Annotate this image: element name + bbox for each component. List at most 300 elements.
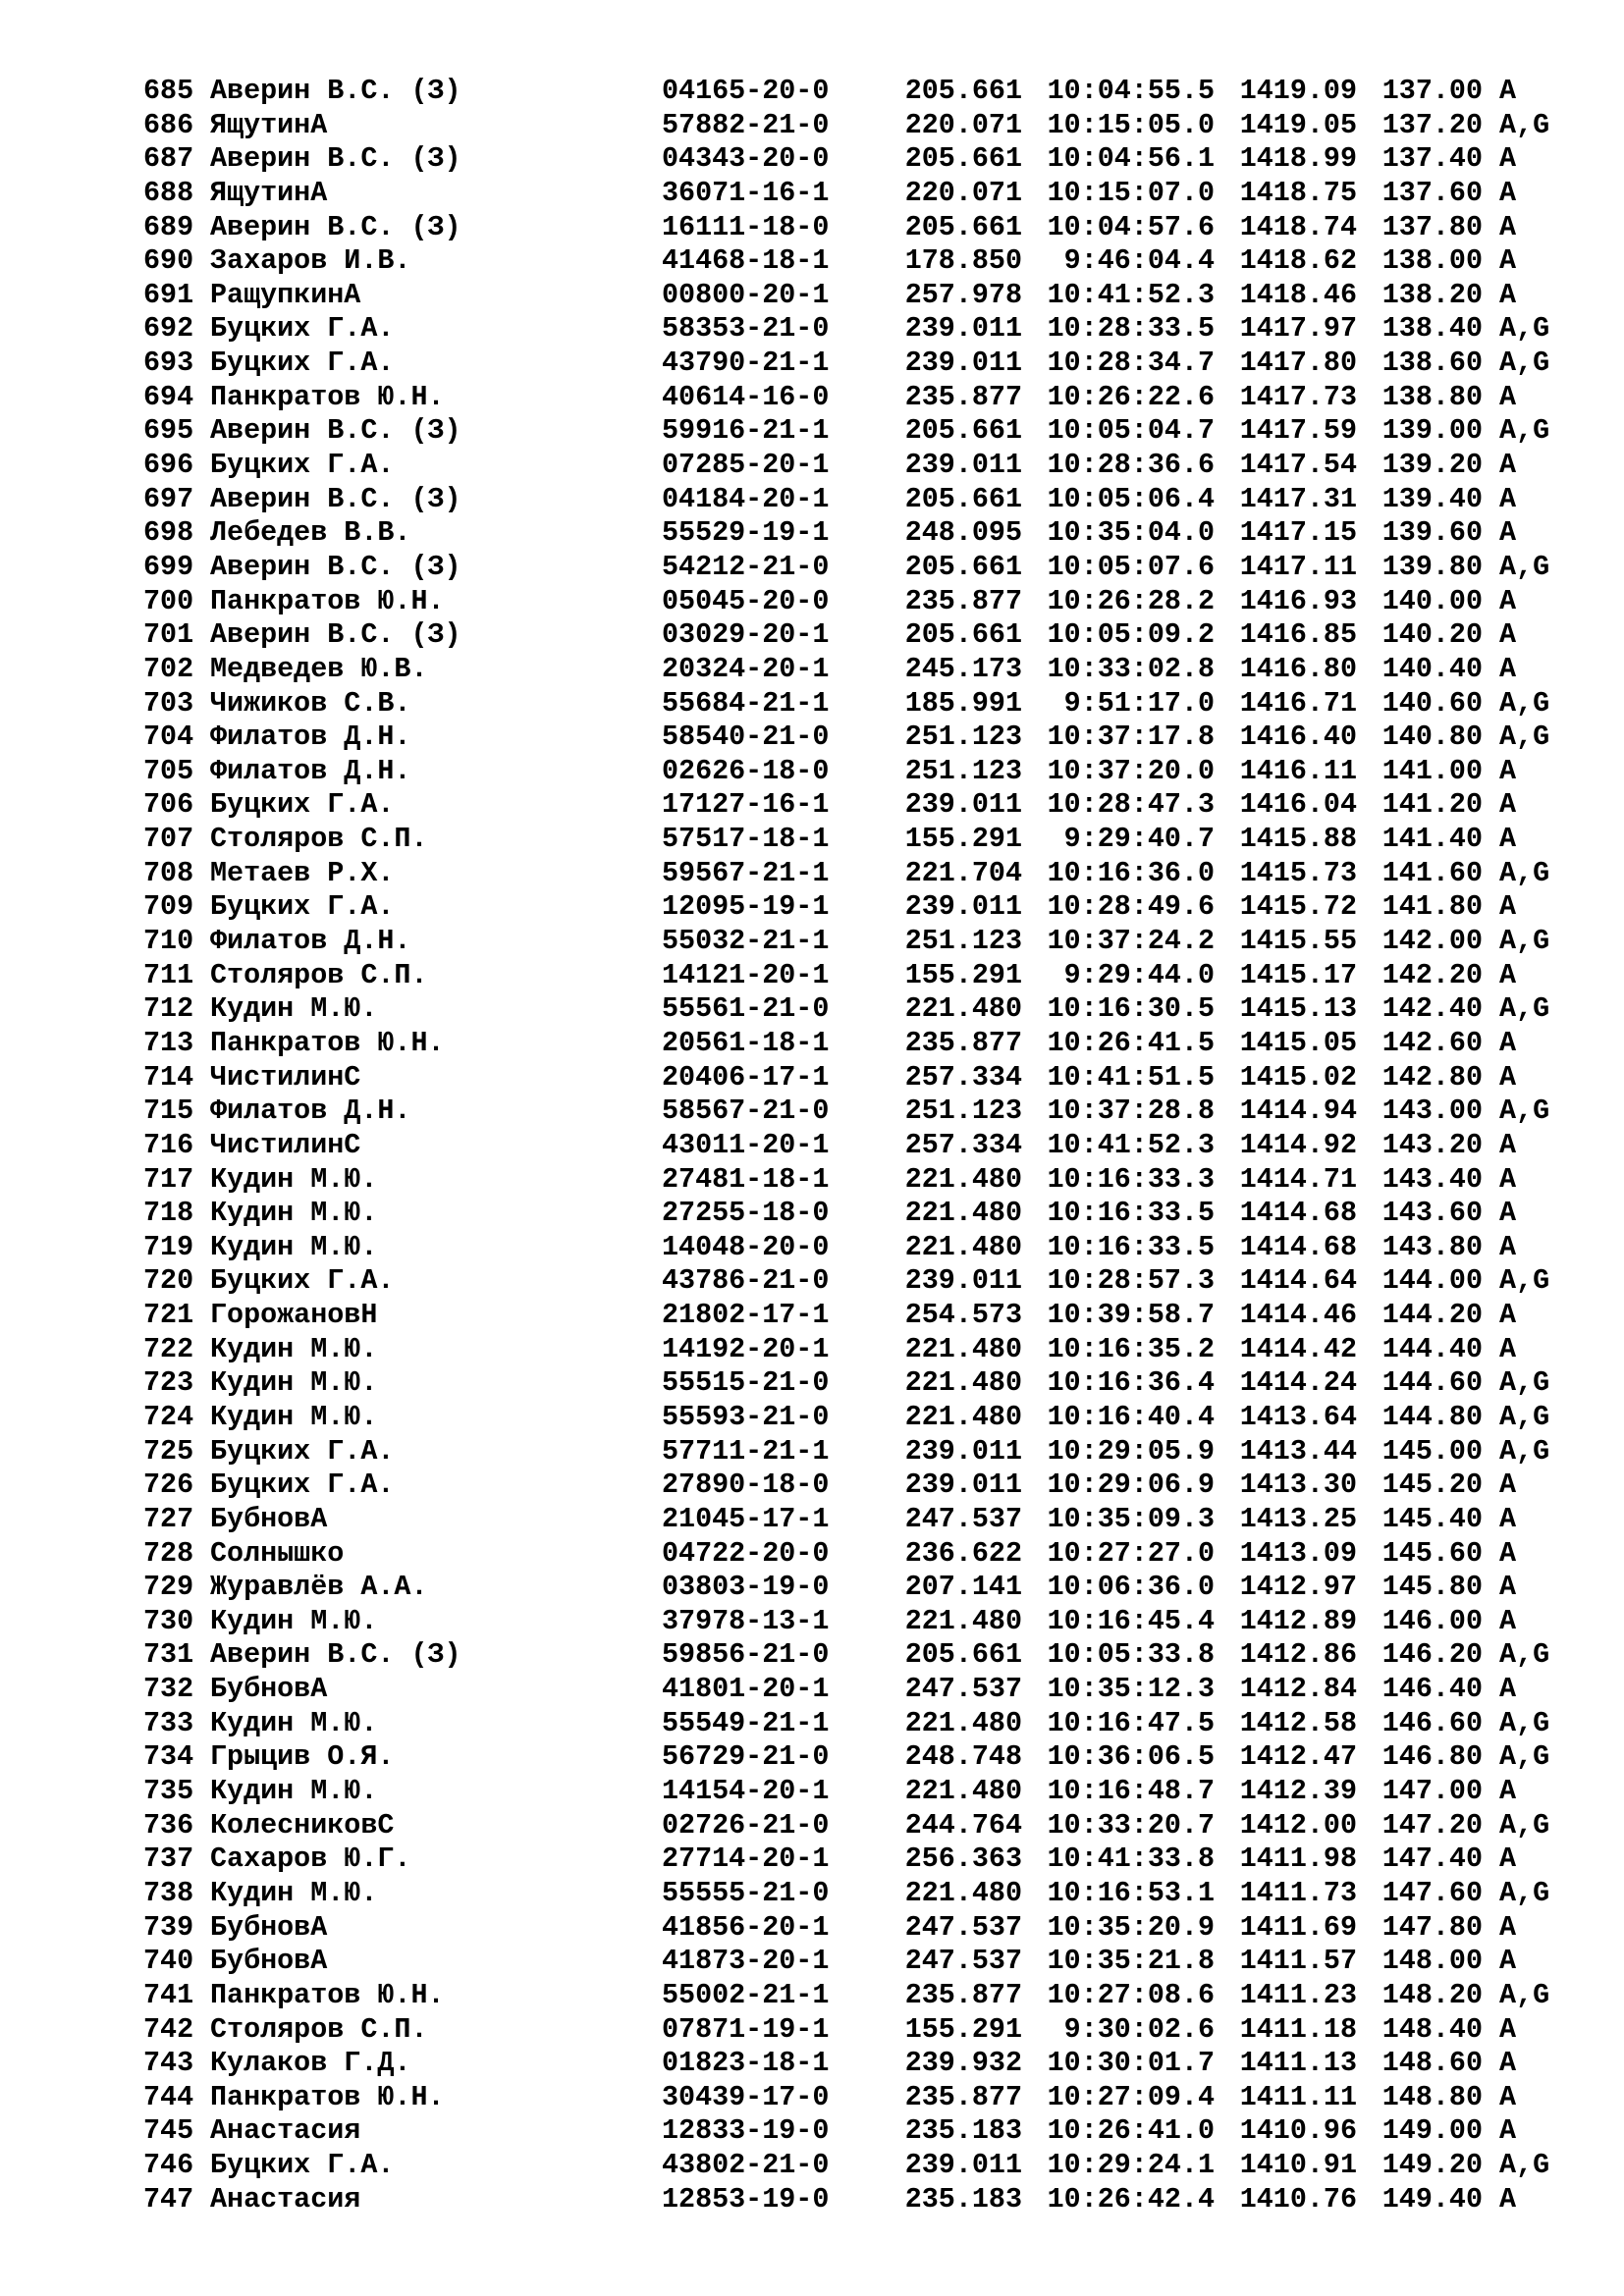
- coefficient-value: 149.40: [1381, 2182, 1483, 2216]
- status-flag: A: [1499, 142, 1517, 176]
- table-row: [143, 1468, 1578, 1503]
- distance-value: 235.877: [904, 1978, 1022, 2011]
- arrival-time: 10:04:56.1: [1047, 142, 1215, 176]
- fancier-name: БубновА: [210, 1910, 328, 1944]
- status-flag: A,G: [1499, 1808, 1550, 1842]
- place-number: 716: [143, 1128, 194, 1161]
- table-row: [143, 551, 1578, 585]
- table-row: [143, 823, 1578, 857]
- table-row: [143, 1264, 1578, 1299]
- place-number: 685: [143, 75, 194, 107]
- ring-number: 55555-21-0: [662, 1876, 830, 1909]
- place-number: 719: [143, 1230, 194, 1263]
- fancier-name: Аверин В.С. (З): [210, 1638, 461, 1672]
- table-row: [143, 1163, 1578, 1198]
- status-flag: A: [1499, 1197, 1517, 1230]
- ring-number: 57711-21-1: [662, 1434, 830, 1468]
- table-row: [143, 1638, 1578, 1673]
- distance-value: 221.480: [904, 1400, 1022, 1433]
- place-number: 730: [143, 1604, 194, 1637]
- coefficient-value: 147.20: [1381, 1808, 1483, 1842]
- status-flag: A: [1499, 584, 1517, 617]
- place-number: 742: [143, 2012, 194, 2046]
- table-row: [143, 1435, 1578, 1469]
- status-flag: A,G: [1499, 925, 1550, 958]
- ring-number: 07871-19-1: [662, 2012, 830, 2046]
- coefficient-value: 143.40: [1381, 1162, 1483, 1196]
- distance-value: 247.537: [904, 1673, 1022, 1706]
- distance-value: 235.183: [904, 2182, 1022, 2216]
- speed-value: 1413.25: [1239, 1502, 1357, 1535]
- fancier-name: Столяров С.П.: [210, 823, 428, 856]
- table-row: [143, 1197, 1578, 1231]
- place-number: 741: [143, 1978, 194, 2011]
- ring-number: 58353-21-0: [662, 312, 830, 346]
- arrival-time: 10:16:36.4: [1047, 1366, 1215, 1400]
- arrival-time: 10:29:24.1: [1047, 2149, 1215, 2182]
- coefficient-value: 143.80: [1381, 1230, 1483, 1263]
- coefficient-value: 147.00: [1381, 1775, 1483, 1808]
- fancier-name: Кудин М.Ю.: [210, 992, 378, 1026]
- arrival-time: 10:26:41.5: [1047, 1026, 1215, 1059]
- speed-value: 1413.30: [1239, 1468, 1357, 1502]
- coefficient-value: 144.80: [1381, 1400, 1483, 1433]
- place-number: 691: [143, 278, 194, 311]
- ring-number: 21045-17-1: [662, 1502, 830, 1535]
- coefficient-value: 139.20: [1381, 449, 1483, 482]
- fancier-name: Аверин В.С. (З): [210, 210, 461, 243]
- table-row: [143, 2013, 1578, 2048]
- speed-value: 1411.11: [1239, 2080, 1357, 2113]
- status-flag: A: [1499, 516, 1517, 550]
- ring-number: 54212-21-0: [662, 550, 830, 583]
- speed-value: 1412.84: [1239, 1673, 1357, 1706]
- coefficient-value: 148.60: [1381, 2047, 1483, 2080]
- speed-value: 1411.69: [1239, 1910, 1357, 1944]
- ring-number: 04343-20-0: [662, 142, 830, 176]
- ring-number: 55529-19-1: [662, 516, 830, 550]
- fancier-name: Панкратов Ю.Н.: [210, 584, 445, 617]
- ring-number: 56729-21-0: [662, 1740, 830, 1774]
- coefficient-value: 140.00: [1381, 584, 1483, 617]
- distance-value: 239.011: [904, 890, 1022, 924]
- status-flag: A: [1499, 482, 1517, 515]
- fancier-name: Аверин В.С. (З): [210, 550, 461, 583]
- table-row: [143, 142, 1578, 177]
- status-flag: A,G: [1499, 1740, 1550, 1774]
- ring-number: 55032-21-1: [662, 925, 830, 958]
- table-row: [143, 925, 1578, 959]
- arrival-time: 10:16:36.0: [1047, 856, 1215, 889]
- arrival-time: 10:27:27.0: [1047, 1536, 1215, 1570]
- distance-value: 205.661: [904, 550, 1022, 583]
- distance-value: 155.291: [904, 823, 1022, 856]
- fancier-name: Кудин М.Ю.: [210, 1230, 378, 1263]
- table-row: [143, 244, 1578, 279]
- place-number: 698: [143, 516, 194, 550]
- speed-value: 1413.09: [1239, 1536, 1357, 1570]
- fancier-name: Кудин М.Ю.: [210, 1197, 378, 1230]
- arrival-time: 10:35:21.8: [1047, 1945, 1215, 1978]
- ring-number: 12853-19-0: [662, 2182, 830, 2216]
- ring-number: 02626-18-0: [662, 754, 830, 787]
- place-number: 725: [143, 1434, 194, 1468]
- status-flag: A: [1499, 1060, 1517, 1094]
- place-number: 687: [143, 142, 194, 176]
- fancier-name: Чижиков С.В.: [210, 686, 411, 720]
- place-number: 705: [143, 754, 194, 787]
- distance-value: 244.764: [904, 1808, 1022, 1842]
- table-row: [143, 959, 1578, 993]
- distance-value: 251.123: [904, 721, 1022, 754]
- ring-number: 57517-18-1: [662, 823, 830, 856]
- speed-value: 1411.18: [1239, 2012, 1357, 2046]
- speed-value: 1416.85: [1239, 618, 1357, 652]
- speed-value: 1414.94: [1239, 1095, 1357, 1128]
- table-row: [143, 312, 1578, 347]
- status-flag: A: [1499, 652, 1517, 685]
- table-row: [143, 992, 1578, 1027]
- status-flag: A: [1499, 1945, 1517, 1978]
- speed-value: 1416.71: [1239, 686, 1357, 720]
- place-number: 726: [143, 1468, 194, 1502]
- speed-value: 1414.24: [1239, 1366, 1357, 1400]
- ring-number: 58540-21-0: [662, 721, 830, 754]
- distance-value: 155.291: [904, 958, 1022, 991]
- place-number: 733: [143, 1706, 194, 1739]
- status-flag: A,G: [1499, 2149, 1550, 2182]
- speed-value: 1418.62: [1239, 244, 1357, 278]
- arrival-time: 10:35:12.3: [1047, 1673, 1215, 1706]
- ring-number: 55593-21-0: [662, 1400, 830, 1433]
- speed-value: 1419.05: [1239, 108, 1357, 141]
- distance-value: 257.334: [904, 1128, 1022, 1161]
- table-row: [143, 1945, 1578, 1979]
- arrival-time: 9:29:40.7: [1063, 823, 1215, 856]
- distance-value: 239.011: [904, 347, 1022, 380]
- table-row: [143, 1707, 1578, 1741]
- ring-number: 55002-21-1: [662, 1978, 830, 2011]
- fancier-name: Кудин М.Ю.: [210, 1162, 378, 1196]
- ring-number: 14154-20-1: [662, 1775, 830, 1808]
- ring-number: 41468-18-1: [662, 244, 830, 278]
- arrival-time: 10:16:40.4: [1047, 1400, 1215, 1433]
- place-number: 686: [143, 108, 194, 141]
- results-table: [143, 75, 1578, 2216]
- status-flag: A,G: [1499, 686, 1550, 720]
- distance-value: 205.661: [904, 75, 1022, 107]
- place-number: 703: [143, 686, 194, 720]
- status-flag: A: [1499, 1910, 1517, 1944]
- fancier-name: Кудин М.Ю.: [210, 1400, 378, 1433]
- ring-number: 55684-21-1: [662, 686, 830, 720]
- coefficient-value: 138.00: [1381, 244, 1483, 278]
- fancier-name: Столяров С.П.: [210, 958, 428, 991]
- coefficient-value: 148.00: [1381, 1945, 1483, 1978]
- table-row: [143, 347, 1578, 381]
- fancier-name: Панкратов Ю.Н.: [210, 380, 445, 413]
- ring-number: 12095-19-1: [662, 890, 830, 924]
- distance-value: 220.071: [904, 176, 1022, 209]
- place-number: 701: [143, 618, 194, 652]
- coefficient-value: 145.40: [1381, 1502, 1483, 1535]
- place-number: 696: [143, 449, 194, 482]
- arrival-time: 10:05:09.2: [1047, 618, 1215, 652]
- table-row: [143, 1061, 1578, 1095]
- place-number: 728: [143, 1536, 194, 1570]
- arrival-time: 10:41:51.5: [1047, 1060, 1215, 1094]
- table-row: [143, 1571, 1578, 1605]
- coefficient-value: 142.00: [1381, 925, 1483, 958]
- fancier-name: Филатов Д.Н.: [210, 754, 411, 787]
- place-number: 711: [143, 958, 194, 991]
- arrival-time: 10:26:42.4: [1047, 2182, 1215, 2216]
- ring-number: 04184-20-1: [662, 482, 830, 515]
- arrival-time: 10:37:17.8: [1047, 721, 1215, 754]
- speed-value: 1415.05: [1239, 1026, 1357, 1059]
- speed-value: 1416.04: [1239, 788, 1357, 822]
- arrival-time: 9:46:04.4: [1063, 244, 1215, 278]
- place-number: 735: [143, 1775, 194, 1808]
- place-number: 709: [143, 890, 194, 924]
- table-row: [143, 687, 1578, 721]
- coefficient-value: 147.60: [1381, 1876, 1483, 1909]
- distance-value: 205.661: [904, 482, 1022, 515]
- place-number: 689: [143, 210, 194, 243]
- status-flag: A: [1499, 1468, 1517, 1502]
- fancier-name: Журавлёв А.А.: [210, 1571, 428, 1604]
- speed-value: 1411.57: [1239, 1945, 1357, 1978]
- speed-value: 1417.59: [1239, 414, 1357, 448]
- arrival-time: 10:35:20.9: [1047, 1910, 1215, 1944]
- arrival-time: 10:04:55.5: [1047, 75, 1215, 107]
- distance-value: 221.480: [904, 1706, 1022, 1739]
- coefficient-value: 146.80: [1381, 1740, 1483, 1774]
- place-number: 736: [143, 1808, 194, 1842]
- arrival-time: 10:26:28.2: [1047, 584, 1215, 617]
- status-flag: A,G: [1499, 1400, 1550, 1433]
- table-row: [143, 1877, 1578, 1911]
- place-number: 715: [143, 1095, 194, 1128]
- place-number: 734: [143, 1740, 194, 1774]
- ring-number: 20324-20-1: [662, 652, 830, 685]
- place-number: 692: [143, 312, 194, 346]
- distance-value: 239.011: [904, 312, 1022, 346]
- speed-value: 1412.47: [1239, 1740, 1357, 1774]
- coefficient-value: 138.80: [1381, 380, 1483, 413]
- speed-value: 1415.88: [1239, 823, 1357, 856]
- speed-value: 1412.00: [1239, 1808, 1357, 1842]
- arrival-time: 10:28:34.7: [1047, 347, 1215, 380]
- coefficient-value: 147.40: [1381, 1842, 1483, 1876]
- fancier-name: Филатов Д.Н.: [210, 1095, 411, 1128]
- place-number: 717: [143, 1162, 194, 1196]
- speed-value: 1411.73: [1239, 1876, 1357, 1909]
- speed-value: 1418.46: [1239, 278, 1357, 311]
- fancier-name: Метаев Р.Х.: [210, 856, 395, 889]
- coefficient-value: 145.20: [1381, 1468, 1483, 1502]
- fancier-name: Кудин М.Ю.: [210, 1706, 378, 1739]
- status-flag: A,G: [1499, 1366, 1550, 1400]
- distance-value: 221.480: [904, 1366, 1022, 1400]
- status-flag: A: [1499, 1128, 1517, 1161]
- distance-value: 247.537: [904, 1502, 1022, 1535]
- distance-value: 235.877: [904, 584, 1022, 617]
- place-number: 747: [143, 2182, 194, 2216]
- ring-number: 04722-20-0: [662, 1536, 830, 1570]
- arrival-time: 10:39:58.7: [1047, 1299, 1215, 1332]
- fancier-name: Буцких Г.А.: [210, 2149, 395, 2182]
- table-row: [143, 2114, 1578, 2149]
- coefficient-value: 145.60: [1381, 1536, 1483, 1570]
- place-number: 718: [143, 1197, 194, 1230]
- coefficient-value: 148.40: [1381, 2012, 1483, 2046]
- ring-number: 14121-20-1: [662, 958, 830, 991]
- speed-value: 1416.80: [1239, 652, 1357, 685]
- coefficient-value: 137.60: [1381, 176, 1483, 209]
- place-number: 721: [143, 1299, 194, 1332]
- status-flag: A: [1499, 1571, 1517, 1604]
- table-row: [143, 1333, 1578, 1367]
- arrival-time: 10:35:04.0: [1047, 516, 1215, 550]
- coefficient-value: 143.00: [1381, 1095, 1483, 1128]
- distance-value: 235.183: [904, 2114, 1022, 2148]
- fancier-name: Филатов Д.Н.: [210, 721, 411, 754]
- distance-value: 236.622: [904, 1536, 1022, 1570]
- speed-value: 1414.64: [1239, 1264, 1357, 1298]
- table-row: [143, 75, 1578, 109]
- distance-value: 239.011: [904, 1434, 1022, 1468]
- table-row: [143, 1809, 1578, 1843]
- table-row: [143, 653, 1578, 687]
- ring-number: 43790-21-1: [662, 347, 830, 380]
- place-number: 724: [143, 1400, 194, 1433]
- distance-value: 221.480: [904, 1332, 1022, 1365]
- status-flag: A,G: [1499, 1706, 1550, 1739]
- coefficient-value: 146.20: [1381, 1638, 1483, 1672]
- ring-number: 41801-20-1: [662, 1673, 830, 1706]
- ring-number: 58567-21-0: [662, 1095, 830, 1128]
- distance-value: 205.661: [904, 618, 1022, 652]
- status-flag: A,G: [1499, 347, 1550, 380]
- coefficient-value: 142.40: [1381, 992, 1483, 1026]
- speed-value: 1414.68: [1239, 1197, 1357, 1230]
- place-number: 737: [143, 1842, 194, 1876]
- speed-value: 1415.55: [1239, 925, 1357, 958]
- status-flag: A: [1499, 449, 1517, 482]
- fancier-name: ГорожановН: [210, 1299, 378, 1332]
- fancier-name: БубновА: [210, 1945, 328, 1978]
- coefficient-value: 149.20: [1381, 2149, 1483, 2182]
- place-number: 740: [143, 1945, 194, 1978]
- fancier-name: Кулаков Г.Д.: [210, 2047, 411, 2080]
- distance-value: 205.661: [904, 414, 1022, 448]
- distance-value: 235.877: [904, 380, 1022, 413]
- fancier-name: Медведев Ю.В.: [210, 652, 428, 685]
- fancier-name: БубновА: [210, 1502, 328, 1535]
- arrival-time: 10:16:48.7: [1047, 1775, 1215, 1808]
- coefficient-value: 138.60: [1381, 347, 1483, 380]
- status-flag: A,G: [1499, 992, 1550, 1026]
- distance-value: 251.123: [904, 925, 1022, 958]
- fancier-name: Кудин М.Ю.: [210, 1876, 378, 1909]
- coefficient-value: 140.40: [1381, 652, 1483, 685]
- distance-value: 251.123: [904, 754, 1022, 787]
- arrival-time: 10:30:01.7: [1047, 2047, 1215, 2080]
- speed-value: 1412.89: [1239, 1604, 1357, 1637]
- status-flag: A: [1499, 1536, 1517, 1570]
- distance-value: 248.748: [904, 1740, 1022, 1774]
- speed-value: 1413.44: [1239, 1434, 1357, 1468]
- table-row: [143, 516, 1578, 551]
- arrival-time: 10:15:05.0: [1047, 108, 1215, 141]
- arrival-time: 10:16:53.1: [1047, 1876, 1215, 1909]
- status-flag: A: [1499, 1332, 1517, 1365]
- arrival-time: 10:26:41.0: [1047, 2114, 1215, 2148]
- place-number: 714: [143, 1060, 194, 1094]
- ring-number: 37978-13-1: [662, 1604, 830, 1637]
- status-flag: A: [1499, 1162, 1517, 1196]
- status-flag: A: [1499, 823, 1517, 856]
- fancier-name: Кудин М.Ю.: [210, 1604, 378, 1637]
- arrival-time: 10:41:52.3: [1047, 278, 1215, 311]
- table-row: [143, 109, 1578, 143]
- speed-value: 1414.92: [1239, 1128, 1357, 1161]
- coefficient-value: 143.60: [1381, 1197, 1483, 1230]
- arrival-time: 10:04:57.6: [1047, 210, 1215, 243]
- fancier-name: Аверин В.С. (З): [210, 482, 461, 515]
- arrival-time: 10:28:36.6: [1047, 449, 1215, 482]
- ring-number: 27714-20-1: [662, 1842, 830, 1876]
- fancier-name: БубновА: [210, 1673, 328, 1706]
- fancier-name: Буцких Г.А.: [210, 890, 395, 924]
- status-flag: A: [1499, 2182, 1517, 2216]
- coefficient-value: 142.80: [1381, 1060, 1483, 1094]
- arrival-time: 10:37:28.8: [1047, 1095, 1215, 1128]
- ring-number: 43802-21-0: [662, 2149, 830, 2182]
- distance-value: 239.011: [904, 449, 1022, 482]
- table-row: [143, 1842, 1578, 1877]
- place-number: 738: [143, 1876, 194, 1909]
- speed-value: 1418.74: [1239, 210, 1357, 243]
- coefficient-value: 137.80: [1381, 210, 1483, 243]
- distance-value: 257.978: [904, 278, 1022, 311]
- table-row: [143, 585, 1578, 619]
- table-row: [143, 483, 1578, 517]
- status-flag: A: [1499, 788, 1517, 822]
- fancier-name: ЯщутинА: [210, 176, 328, 209]
- table-row: [143, 1366, 1578, 1401]
- coefficient-value: 144.20: [1381, 1299, 1483, 1332]
- table-row: [143, 414, 1578, 449]
- table-row: [143, 721, 1578, 755]
- status-flag: A,G: [1499, 1264, 1550, 1298]
- place-number: 697: [143, 482, 194, 515]
- coefficient-value: 137.00: [1381, 75, 1483, 107]
- status-flag: A: [1499, 2114, 1517, 2148]
- speed-value: 1415.73: [1239, 856, 1357, 889]
- place-number: 731: [143, 1638, 194, 1672]
- arrival-time: 10:16:47.5: [1047, 1706, 1215, 1739]
- place-number: 693: [143, 347, 194, 380]
- fancier-name: Буцких Г.А.: [210, 1468, 395, 1502]
- ring-number: 55515-21-0: [662, 1366, 830, 1400]
- ring-number: 27481-18-1: [662, 1162, 830, 1196]
- arrival-time: 10:27:09.4: [1047, 2080, 1215, 2113]
- speed-value: 1416.40: [1239, 721, 1357, 754]
- table-row: [143, 788, 1578, 823]
- arrival-time: 10:28:47.3: [1047, 788, 1215, 822]
